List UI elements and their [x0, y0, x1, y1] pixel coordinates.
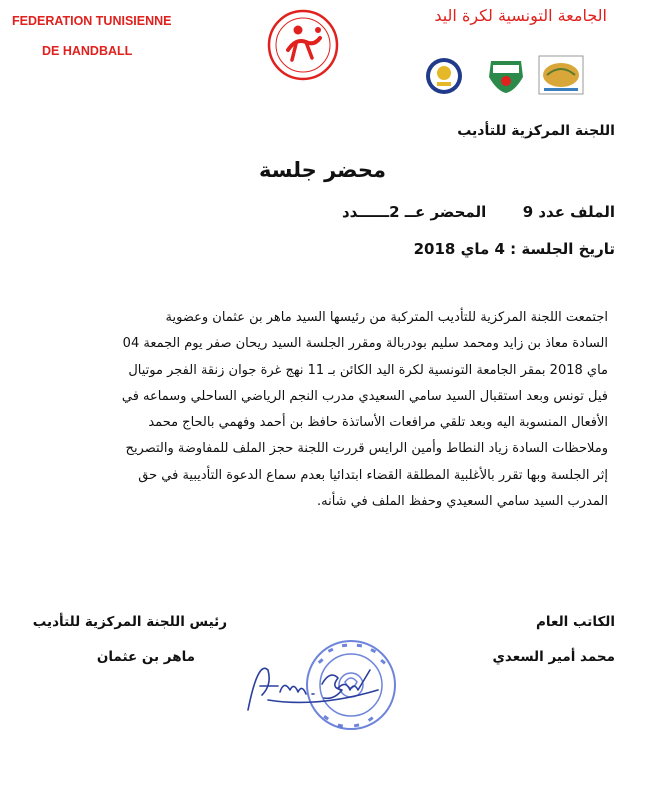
president-title: رئيس اللجنة المركزية للتأديب: [32, 614, 227, 630]
body-line: وملاحظات السادة زياد النطاط وأمين الرايس قررت اللجنة حجز الملف للمفاوضة والتصريح: [125, 441, 608, 457]
african-handball-logo: [485, 55, 527, 99]
secretary-title: الكاتب العام: [536, 614, 615, 630]
body-paragraph: [56, 305, 608, 515]
body-line: المدرب السيد سامي السعيدي وحفظ الملف في شأنه.: [317, 494, 608, 510]
record-number: المحضر عــ 2ــــــدد: [341, 203, 487, 221]
file-record-line: [342, 203, 615, 221]
file-number: الملف عدد 9: [522, 203, 615, 221]
handwritten-signature: [238, 640, 388, 724]
session-date: تاريخ الجلسة : 4 ماي 2018: [413, 240, 615, 258]
body-line: الأفعال المنسوبة اليه وبعد تلقي مرافعات الأساتذة حافظ بن أحمد وفهمي بالحاج محمد: [148, 415, 608, 431]
body-line: السادة معاذ بن زايد ومحمد سليم بودربالة ومقرر الجلسة السيد ريحان صفر يوم الجمعة 04: [122, 336, 608, 352]
federation-name-ar: الجامعة التونسية لكرة اليد: [434, 6, 607, 25]
secretary-name: محمد أمير السعدي: [492, 649, 615, 665]
federation-name-fr-line1: FEDERATION TUNISIENNE: [12, 14, 172, 28]
federation-name-fr-line2: DE HANDBALL: [42, 44, 133, 58]
body-line: إثر الجلسة وبها تقرر بالأغلبية المطلقة القضاء ابتدائيا بعدم سماع الدعوة التأديبية في حق: [138, 467, 608, 483]
federation-logo: [266, 8, 340, 82]
committee-name: اللجنة المركزية للتأديب: [457, 123, 615, 139]
olympic-committee-logo: [424, 55, 464, 101]
page-title: محضر جلسة: [258, 158, 386, 182]
body-line: ماي 2018 بمقر الجامعة التونسية لكرة اليد الكائن بـ 11 نهج غرة جوان زنقة الفجر موتيال: [128, 362, 608, 378]
president-name: ماهر بن عثمان: [96, 649, 195, 665]
arab-handball-logo: [538, 55, 584, 99]
body-line: اجتمعت اللجنة المركزية للتأديب المتركبة من رئيسها السيد ماهر بن عثمان وعضوية: [165, 310, 608, 325]
body-line: فيل تونس وبعد استقبال السيد سامي السعيدي مدرب النجم الرياضي الساحلي وسماعه في: [121, 388, 608, 404]
